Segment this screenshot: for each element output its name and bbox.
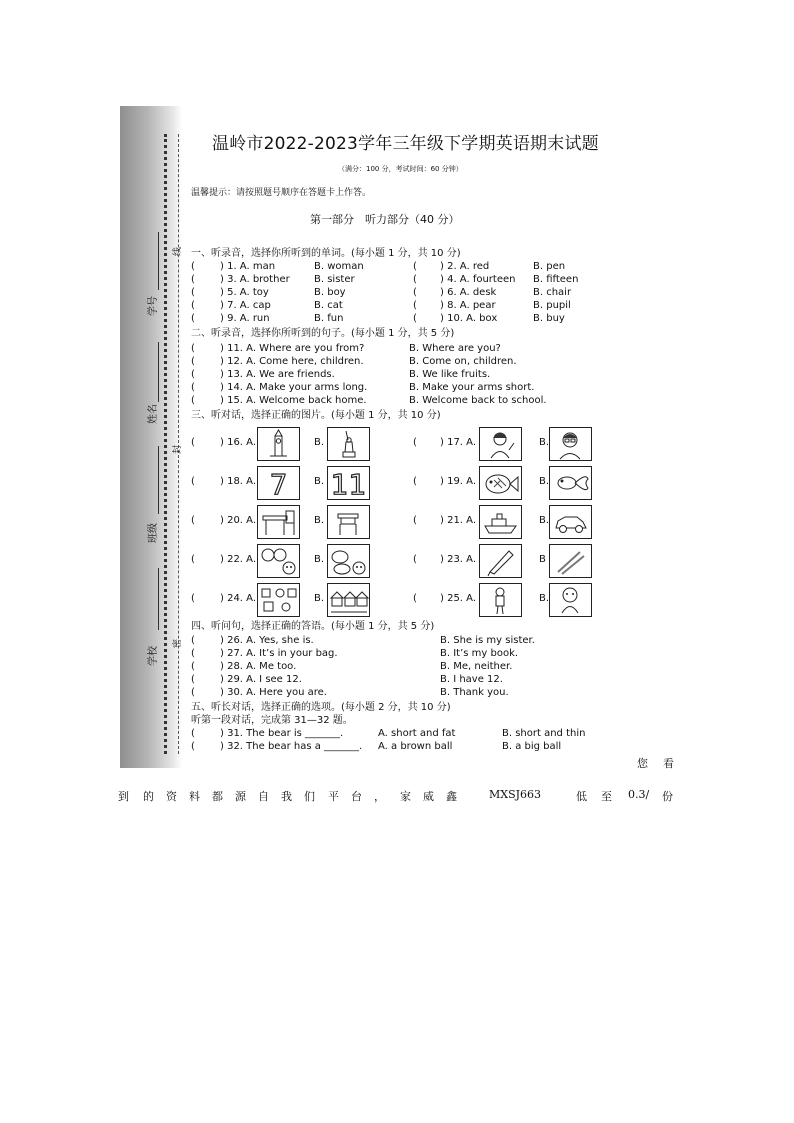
scanned-exam-page bbox=[120, 106, 676, 768]
footer-text-piece: 料 bbox=[189, 790, 200, 803]
footer-text-piece: 都 bbox=[212, 790, 223, 803]
picture-question-a: ) 24. A. bbox=[220, 593, 257, 604]
picture-question-a: ) 17. A. bbox=[440, 437, 477, 448]
answer-paren: ( bbox=[191, 741, 195, 752]
xuehao-label: 学号 bbox=[148, 296, 159, 316]
picture-man bbox=[549, 427, 592, 461]
answer-paren: ( bbox=[413, 593, 417, 604]
footer-text-piece: 鑫 bbox=[446, 790, 457, 803]
reply-option-a: ) 27. A. It’s in your bag. bbox=[220, 648, 338, 659]
q-option-a: ) 3. A. brother bbox=[220, 274, 290, 285]
picture-option-b-label: B. bbox=[539, 437, 550, 448]
answer-paren: ( bbox=[191, 635, 195, 646]
answer-paren: ( bbox=[413, 476, 417, 487]
sentence-option-b: B. Welcome back to school. bbox=[409, 395, 547, 406]
dotted-binding-line bbox=[164, 134, 167, 754]
picture-desk-chair bbox=[257, 505, 300, 539]
sentence-option-b: B. Make your arms short. bbox=[409, 382, 535, 393]
answer-paren: ( bbox=[191, 476, 195, 487]
q-option-a: ) 10. A. box bbox=[440, 313, 498, 324]
answer-paren: ( bbox=[191, 356, 195, 367]
sentence-option-a: ) 14. A. Make your arms long. bbox=[220, 382, 368, 393]
q-option-b: B. pupil bbox=[533, 300, 571, 311]
q-option-a: ) 7. A. cap bbox=[220, 300, 271, 311]
footer-text-piece: 份 bbox=[662, 790, 673, 803]
dialogue-option-b: B. a big ball bbox=[502, 741, 562, 752]
q-option-b: B. chair bbox=[533, 287, 572, 298]
picture-tower bbox=[257, 427, 300, 461]
part1-heading: 第一部分 听力部分（40 分） bbox=[310, 213, 460, 226]
sentence-option-a: ) 12. A. Come here, children. bbox=[220, 356, 364, 367]
xingming-label: 姓名 bbox=[148, 404, 159, 424]
q-option-a: ) 5. A. toy bbox=[220, 287, 269, 298]
answer-paren: ( bbox=[413, 287, 417, 298]
footer-text-piece: 自 bbox=[258, 790, 269, 803]
answer-paren: ( bbox=[191, 554, 195, 565]
picture-option-b-label: B. bbox=[539, 476, 550, 487]
answer-paren: ( bbox=[413, 261, 417, 272]
picture-ship bbox=[479, 505, 522, 539]
xian-mark: 线 bbox=[173, 246, 183, 256]
q-option-a: ) 4. A. fourteen bbox=[440, 274, 516, 285]
footer-text-piece: 威 bbox=[423, 790, 434, 803]
picture-question-a: ) 18. A. bbox=[220, 476, 257, 487]
picture-option-b-label: B. bbox=[314, 593, 325, 604]
xuexiao-label: 学校 bbox=[148, 646, 159, 666]
binding-margin-shadow bbox=[120, 106, 182, 768]
reply-option-a: ) 28. A. Me too. bbox=[220, 661, 297, 672]
picture-option-b-label: B. bbox=[314, 515, 325, 526]
picture-desk bbox=[327, 505, 370, 539]
answer-paren: ( bbox=[413, 300, 417, 311]
picture-question-a: ) 16. A. bbox=[220, 437, 257, 448]
picture-option-b-label: B. bbox=[314, 554, 325, 565]
xuehao-line bbox=[158, 232, 159, 290]
footer-text-piece: 到 bbox=[118, 790, 129, 803]
answer-paren: ( bbox=[191, 687, 195, 698]
picture-fish2 bbox=[549, 466, 592, 500]
picture-option-b-label: B. bbox=[314, 476, 325, 487]
sentence-option-b: B. Where are you? bbox=[409, 343, 501, 354]
q-option-a: ) 6. A. desk bbox=[440, 287, 497, 298]
answer-paren: ( bbox=[413, 274, 417, 285]
svg-text:7: 7 bbox=[269, 468, 288, 499]
xuexiao-line bbox=[158, 568, 159, 630]
sec3-heading: 三、听对话，选择正确的图片。(每小题 1 分，共 10 分) bbox=[191, 410, 441, 421]
q-option-b: B. woman bbox=[314, 261, 364, 272]
reply-option-b: B. It’s my book. bbox=[440, 648, 519, 659]
answer-paren: ( bbox=[413, 437, 417, 448]
exam-title: 温岭市2022-2023学年三年级下学期英语期末试题 bbox=[212, 134, 599, 154]
q-option-b: B. fun bbox=[314, 313, 344, 324]
picture-toys bbox=[257, 583, 300, 617]
footer-text-piece: 我 bbox=[281, 790, 292, 803]
reply-option-b: B. She is my sister. bbox=[440, 635, 535, 646]
reply-option-b: B. Me, neither. bbox=[440, 661, 513, 672]
answer-paren: ( bbox=[191, 593, 195, 604]
picture-question-a: ) 25. A. bbox=[440, 593, 477, 604]
picture-7 bbox=[257, 466, 300, 500]
footer-char-kan: 看 bbox=[663, 757, 674, 770]
feng-mark: 封 bbox=[173, 444, 183, 454]
answer-paren: ( bbox=[413, 554, 417, 565]
q-option-b: B. fifteen bbox=[533, 274, 579, 285]
picture-11 bbox=[327, 466, 370, 500]
sentence-option-b: B. We like fruits. bbox=[409, 369, 491, 380]
answer-paren: ( bbox=[191, 300, 195, 311]
reply-option-b: B. Thank you. bbox=[440, 687, 509, 698]
footer-text-piece: 平 bbox=[328, 790, 339, 803]
picture-pencil bbox=[479, 544, 522, 578]
answer-paren: ( bbox=[191, 395, 195, 406]
footer-text-piece: 至 bbox=[601, 790, 612, 803]
picture-statue bbox=[327, 427, 370, 461]
answer-paren: ( bbox=[191, 661, 195, 672]
picture-pens bbox=[549, 544, 592, 578]
picture-baby bbox=[549, 583, 592, 617]
picture-option-b-label: B. bbox=[314, 437, 325, 448]
dialogue-question: ) 32. The bear has a _______. bbox=[220, 741, 363, 752]
exam-subtitle: （满分：100 分，考试时间：60 分钟） bbox=[338, 165, 463, 173]
footer-text-piece: 低 bbox=[576, 790, 587, 803]
banji-label: 班级 bbox=[148, 523, 159, 543]
sec1-heading: 一、听录音，选择你所听到的单词。(每小题 1 分，共 10 分) bbox=[191, 248, 461, 259]
answer-paren: ( bbox=[191, 437, 195, 448]
footer-text-piece: MXSJ663 bbox=[489, 788, 542, 801]
picture-option-b-label: B. bbox=[539, 515, 550, 526]
answer-paren: ( bbox=[191, 515, 195, 526]
reply-option-a: ) 26. A. Yes, she is. bbox=[220, 635, 314, 646]
footer-text-piece: ， bbox=[374, 790, 385, 803]
dialogue-question: ) 31. The bear is _______. bbox=[220, 728, 344, 739]
q-option-a: ) 1. A. man bbox=[220, 261, 276, 272]
footer-text-piece: 们 bbox=[304, 790, 315, 803]
sec5-intro: 听第一段对话，完成第 31—32 题。 bbox=[191, 715, 353, 726]
picture-fruits1 bbox=[257, 544, 300, 578]
answer-paren: ( bbox=[191, 287, 195, 298]
picture-option-b-label: B. bbox=[539, 593, 550, 604]
xingming-line bbox=[158, 342, 159, 402]
sentence-option-a: ) 15. A. Welcome back home. bbox=[220, 395, 367, 406]
svg-text:11: 11 bbox=[330, 468, 367, 499]
reply-option-a: ) 29. A. I see 12. bbox=[220, 674, 302, 685]
answer-paren: ( bbox=[191, 648, 195, 659]
sentence-option-a: ) 13. A. We are friends. bbox=[220, 369, 335, 380]
tip-text: 温馨提示：请按照题号顺序在答题卡上作答。 bbox=[191, 188, 372, 198]
q-option-b: B. pen bbox=[533, 261, 566, 272]
sentence-option-a: ) 11. A. Where are you from? bbox=[220, 343, 365, 354]
picture-question-a: ) 22. A. bbox=[220, 554, 257, 565]
picture-boy bbox=[479, 583, 522, 617]
sentence-option-b: B. Come on, children. bbox=[409, 356, 517, 367]
reply-option-b: B. I have 12. bbox=[440, 674, 503, 685]
dialogue-option-a: A. a brown ball bbox=[378, 741, 453, 752]
dialogue-option-b: B. short and thin bbox=[502, 728, 586, 739]
picture-question-a: ) 20. A. bbox=[220, 515, 257, 526]
sec2-heading: 二、听录音，选择你所听到的句子。(每小题 1 分，共 5 分) bbox=[191, 328, 455, 339]
answer-paren: ( bbox=[191, 274, 195, 285]
picture-fish1 bbox=[479, 466, 522, 500]
sec4-heading: 四、听问句，选择正确的答语。(每小题 1 分，共 5 分) bbox=[191, 621, 435, 632]
answer-paren: ( bbox=[191, 382, 195, 393]
banji-line bbox=[158, 446, 159, 514]
footer-text-piece: 资 bbox=[166, 790, 177, 803]
q-option-b: B. boy bbox=[314, 287, 346, 298]
reply-option-a: ) 30. A. Here you are. bbox=[220, 687, 327, 698]
picture-car bbox=[549, 505, 592, 539]
footer-text-piece: 0.3/ bbox=[628, 788, 650, 801]
q-option-a: ) 2. A. red bbox=[440, 261, 490, 272]
answer-paren: ( bbox=[191, 343, 195, 354]
q-option-b: B. buy bbox=[533, 313, 565, 324]
mi-mark: 密 bbox=[173, 638, 183, 648]
footer-text-piece: 家 bbox=[400, 790, 411, 803]
q-option-a: ) 8. A. pear bbox=[440, 300, 496, 311]
dialogue-option-a: A. short and fat bbox=[378, 728, 456, 739]
answer-paren: ( bbox=[191, 369, 195, 380]
picture-question-a: ) 19. A. bbox=[440, 476, 477, 487]
picture-option-b-label: B bbox=[539, 554, 546, 565]
footer-text-piece: 源 bbox=[235, 790, 246, 803]
picture-question-a: ) 21. A. bbox=[440, 515, 477, 526]
picture-fruits2 bbox=[327, 544, 370, 578]
q-option-b: B. cat bbox=[314, 300, 343, 311]
answer-paren: ( bbox=[413, 515, 417, 526]
answer-paren: ( bbox=[191, 728, 195, 739]
answer-paren: ( bbox=[191, 674, 195, 685]
q-option-a: ) 9. A. run bbox=[220, 313, 270, 324]
sec5-heading: 五、听长对话，选择正确的选项。(每小题 2 分，共 10 分) bbox=[191, 702, 451, 713]
answer-paren: ( bbox=[191, 261, 195, 272]
answer-paren: ( bbox=[413, 313, 417, 324]
footer-char-nin: 您 bbox=[637, 757, 648, 770]
picture-woman bbox=[479, 427, 522, 461]
footer-text-piece: 的 bbox=[143, 790, 154, 803]
footer-text-piece: 台 bbox=[351, 790, 362, 803]
q-option-b: B. sister bbox=[314, 274, 355, 285]
answer-paren: ( bbox=[191, 313, 195, 324]
picture-houses bbox=[327, 583, 370, 617]
picture-question-a: ) 23. A. bbox=[440, 554, 477, 565]
